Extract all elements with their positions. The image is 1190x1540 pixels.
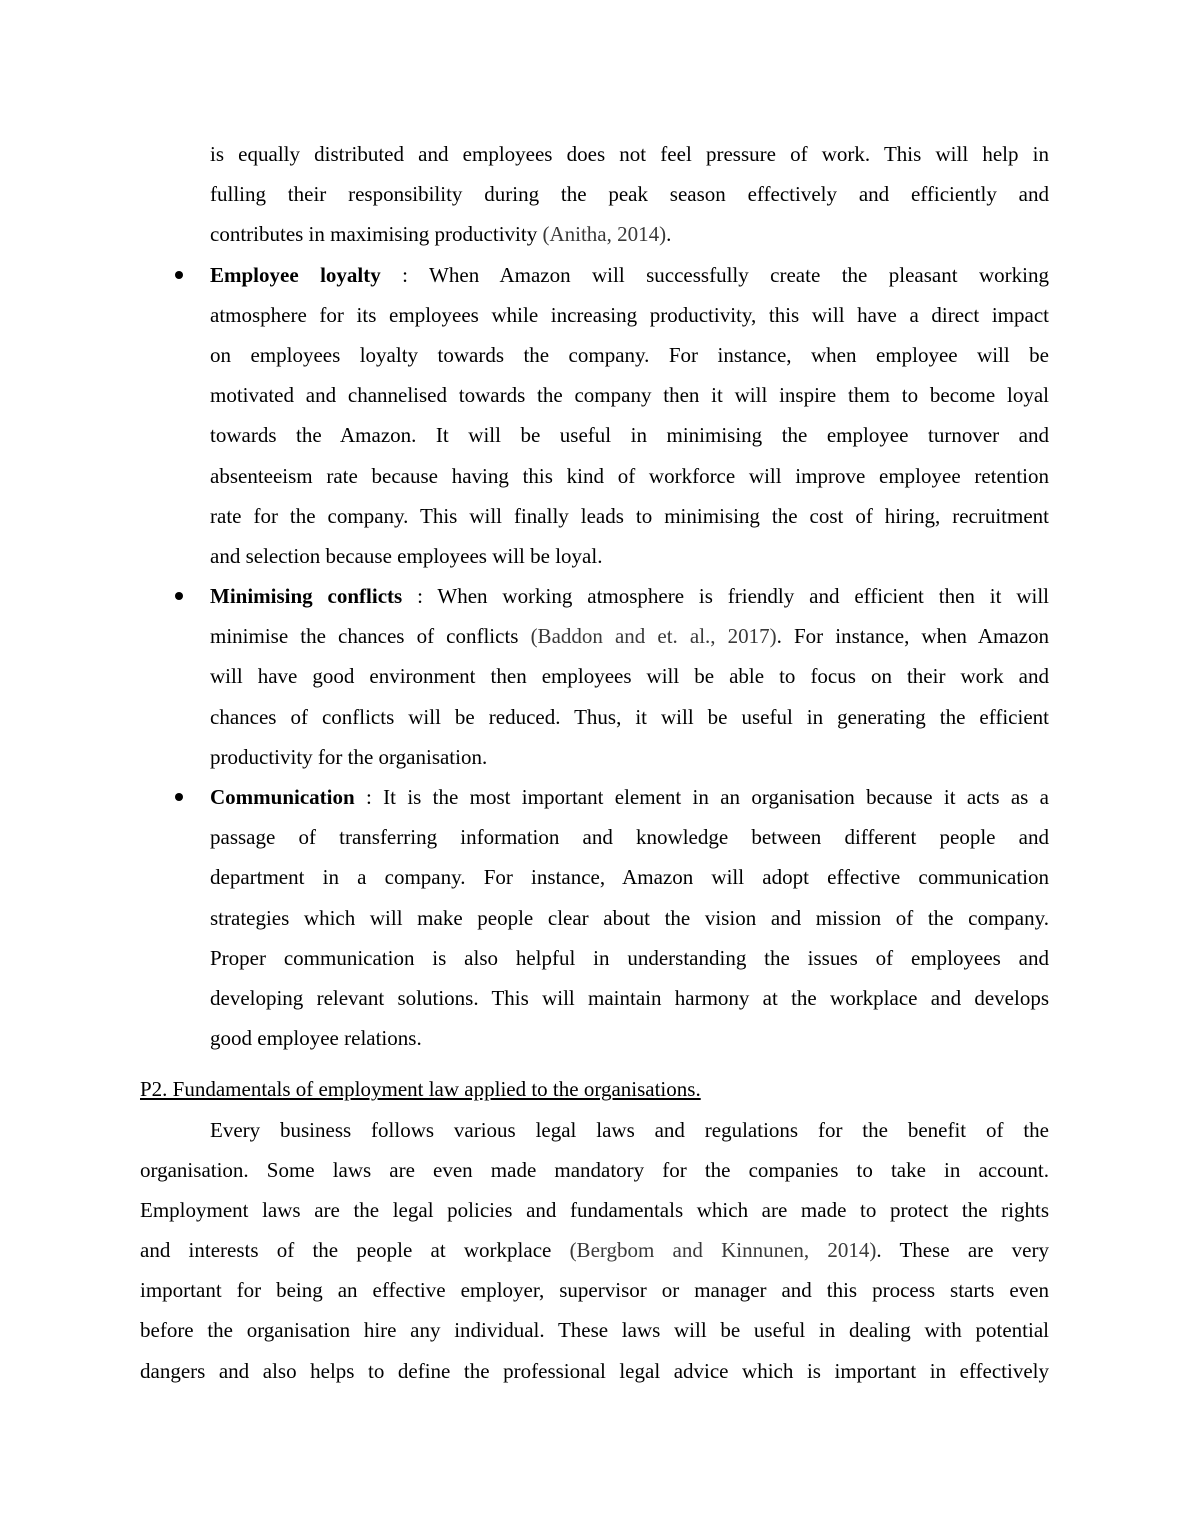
text-line — [210, 656, 1049, 696]
citation: (Bergbom and Kinnunen, 2014) — [569, 1238, 877, 1263]
text-line — [140, 1270, 1049, 1310]
text-span: developing relevant solutions. This will maintain harmony at the workplace and develops — [210, 985, 1049, 1010]
text-span: Proper communication is also helpful in understanding the issues of employees and — [210, 945, 1049, 970]
text-line — [140, 1110, 1049, 1150]
text-span: minimise the chances of conflicts — [210, 624, 531, 649]
text-span: . — [666, 222, 672, 247]
text-line — [210, 898, 1049, 938]
text-span: . These are very — [876, 1238, 1049, 1263]
text-line — [210, 777, 1049, 817]
text-line — [140, 1230, 1049, 1270]
text-span: on employees loyalty towards the company. For instance, when employee will be — [210, 342, 1049, 367]
text-line — [210, 817, 1049, 857]
citation: (Anitha, 2014) — [542, 222, 667, 247]
bold-term: Employee loyalty — [210, 262, 381, 287]
bullet-icon — [175, 592, 183, 600]
text-line — [210, 214, 1049, 254]
text-span: Employment laws are the legal policies and fundamentals which are made to protect the rights — [140, 1197, 1049, 1222]
text-span: motivated and channelised towards the company then it will inspire them to become loyal — [210, 383, 1049, 408]
text-span: before the organisation hire any individual. These laws will be useful in dealing with potential — [140, 1318, 1049, 1343]
text-span: : When Amazon will successfully create the pleasant working — [380, 262, 1049, 287]
text-span: fulling their responsibility during the peak season effectively and efficiently and — [210, 182, 1049, 207]
text-line — [140, 1310, 1049, 1350]
text-span: and interests of the people at workplace — [140, 1238, 570, 1263]
text-line — [210, 737, 1049, 777]
text-line — [210, 496, 1049, 536]
text-line — [210, 335, 1049, 375]
text-span: dangers and also helps to define the professional legal advice which is important in effectively — [140, 1358, 1049, 1383]
text-line — [210, 1018, 1049, 1058]
text-span: . For instance, when Amazon — [776, 624, 1049, 649]
text-span: strategies which will make people clear about the vision and mission of the company. — [210, 905, 1049, 930]
text-line — [210, 978, 1049, 1018]
text-span: : When working atmosphere is friendly and efficient then it will — [402, 584, 1049, 609]
citation: (Baddon and et. al., 2017) — [530, 624, 777, 649]
text-span: chances of conflicts will be reduced. Thus, it will be useful in generating the efficient — [210, 704, 1049, 729]
text-span: Every business follows various legal laws and regulations for the benefit of the — [210, 1117, 1049, 1142]
text-line — [210, 174, 1049, 214]
text-span: rate for the company. This will finally leads to minimising the cost of hiring, recruitment — [210, 503, 1049, 528]
text-line — [210, 536, 1049, 576]
bold-term: Communication — [210, 785, 355, 809]
text-span: contributes in maximising productivity — [210, 222, 543, 247]
section-heading: P2. Fundamentals of employment law applied to the organisations. — [140, 1077, 701, 1102]
text-line — [210, 938, 1049, 978]
text-line — [210, 134, 1049, 174]
bullet-item — [0, 777, 1190, 1058]
text-line — [210, 697, 1049, 737]
bullet-icon — [175, 271, 183, 279]
bullet-item — [0, 576, 1190, 777]
text-span: passage of transferring information and knowledge between different people and — [210, 825, 1049, 850]
bullet-item — [0, 255, 1190, 577]
text-span: and selection because employees will be loyal. — [210, 543, 603, 568]
text-line — [210, 456, 1049, 496]
text-line — [210, 857, 1049, 897]
text-line — [210, 295, 1049, 335]
text-line — [210, 576, 1049, 616]
document-page — [0, 134, 1190, 1391]
bullet-icon — [175, 793, 183, 801]
text-span: is equally distributed and employees does not feel pressure of work. This will help in — [210, 142, 1049, 166]
text-line — [210, 255, 1049, 295]
bold-term: Minimising conflicts — [210, 584, 403, 609]
paragraph — [0, 1110, 1190, 1391]
text-span: good employee relations. — [210, 1026, 422, 1051]
text-line — [210, 415, 1049, 455]
text-span: productivity for the organisation. — [210, 744, 488, 769]
text-span: organisation. Some laws are even made mandatory for the companies to take in account. — [140, 1157, 1049, 1182]
text-span: towards the Amazon. It will be useful in minimising the employee turnover and — [210, 423, 1049, 448]
text-line — [140, 1190, 1049, 1230]
text-span: absenteeism rate because having this kind of workforce will improve employee retention — [210, 463, 1049, 488]
text-span: will have good environment then employees will be able to focus on their work and — [210, 664, 1049, 689]
text-line — [140, 1351, 1049, 1391]
text-span: department in a company. For instance, Amazon will adopt effective communication — [210, 865, 1049, 890]
text-line — [140, 1150, 1049, 1190]
text-line — [210, 375, 1049, 415]
paragraph — [0, 134, 1190, 255]
text-span: atmosphere for its employees while increasing productivity, this will have a direct impact — [210, 302, 1049, 327]
text-span: : It is the most important element in an organisation because it acts as a — [354, 785, 1049, 809]
text-span: important for being an effective employer, supervisor or manager and this process starts even — [140, 1278, 1049, 1303]
text-line — [210, 616, 1049, 656]
